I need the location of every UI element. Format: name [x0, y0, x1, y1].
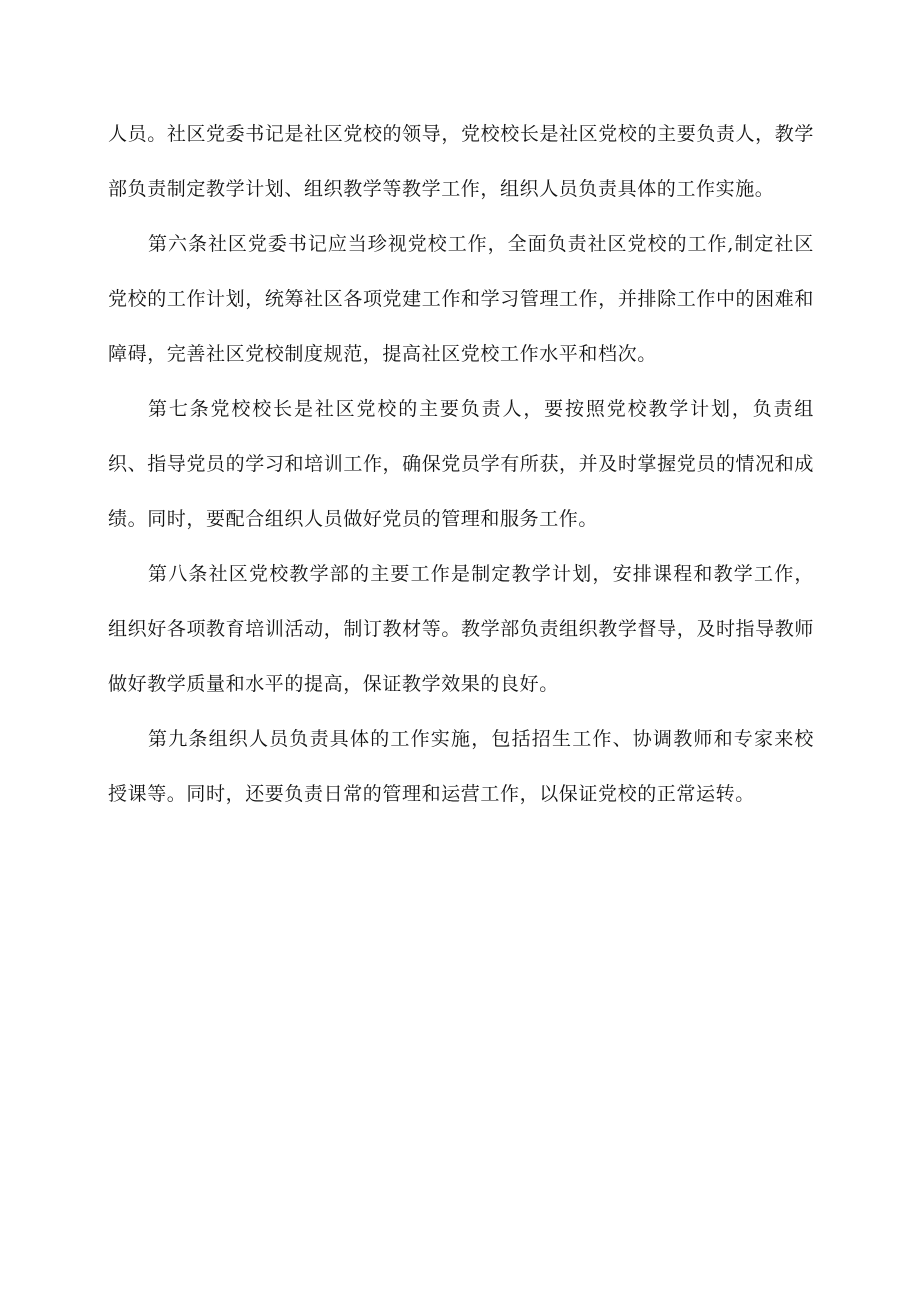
paragraph-article-8: 第八条社区党校教学部的主要工作是制定教学计划，安排课程和教学工作，组织好各项教育培训活动，制订教材等。教学部负责组织教学督导，及时指导教师做好教学质量和水平的提高，保证教学效果的良好。	[108, 563, 814, 695]
paragraph-article-6: 第六条社区党委书记应当珍视党校工作，全面负责社区党校的工作,制定社区党校的工作计划，统筹社区各项党建工作和学习管理工作，并排除工作中的困难和障碍，完善社区党校制度规范，提高社区党校工作水平和档次。	[108, 233, 814, 365]
paragraph-continuation: 人员。社区党委书记是社区党校的领导，党校校长是社区党校的主要负责人，教学部负责制定教学计划、组织教学等教学工作，组织人员负责具体的工作实施。	[108, 123, 814, 200]
document-body	[108, 107, 814, 822]
paragraph-article-9: 第九条组织人员负责具体的工作实施，包括招生工作、协调教师和专家来校授课等。同时，还要负责日常的管理和运营工作，以保证党校的正常运转。	[108, 728, 814, 805]
paragraph-article-7: 第七条党校校长是社区党校的主要负责人，要按照党校教学计划，负责组织、指导党员的学习和培训工作，确保党员学有所获，并及时掌握党员的情况和成绩。同时，要配合组织人员做好党员的管理和服务工作。	[108, 398, 814, 530]
